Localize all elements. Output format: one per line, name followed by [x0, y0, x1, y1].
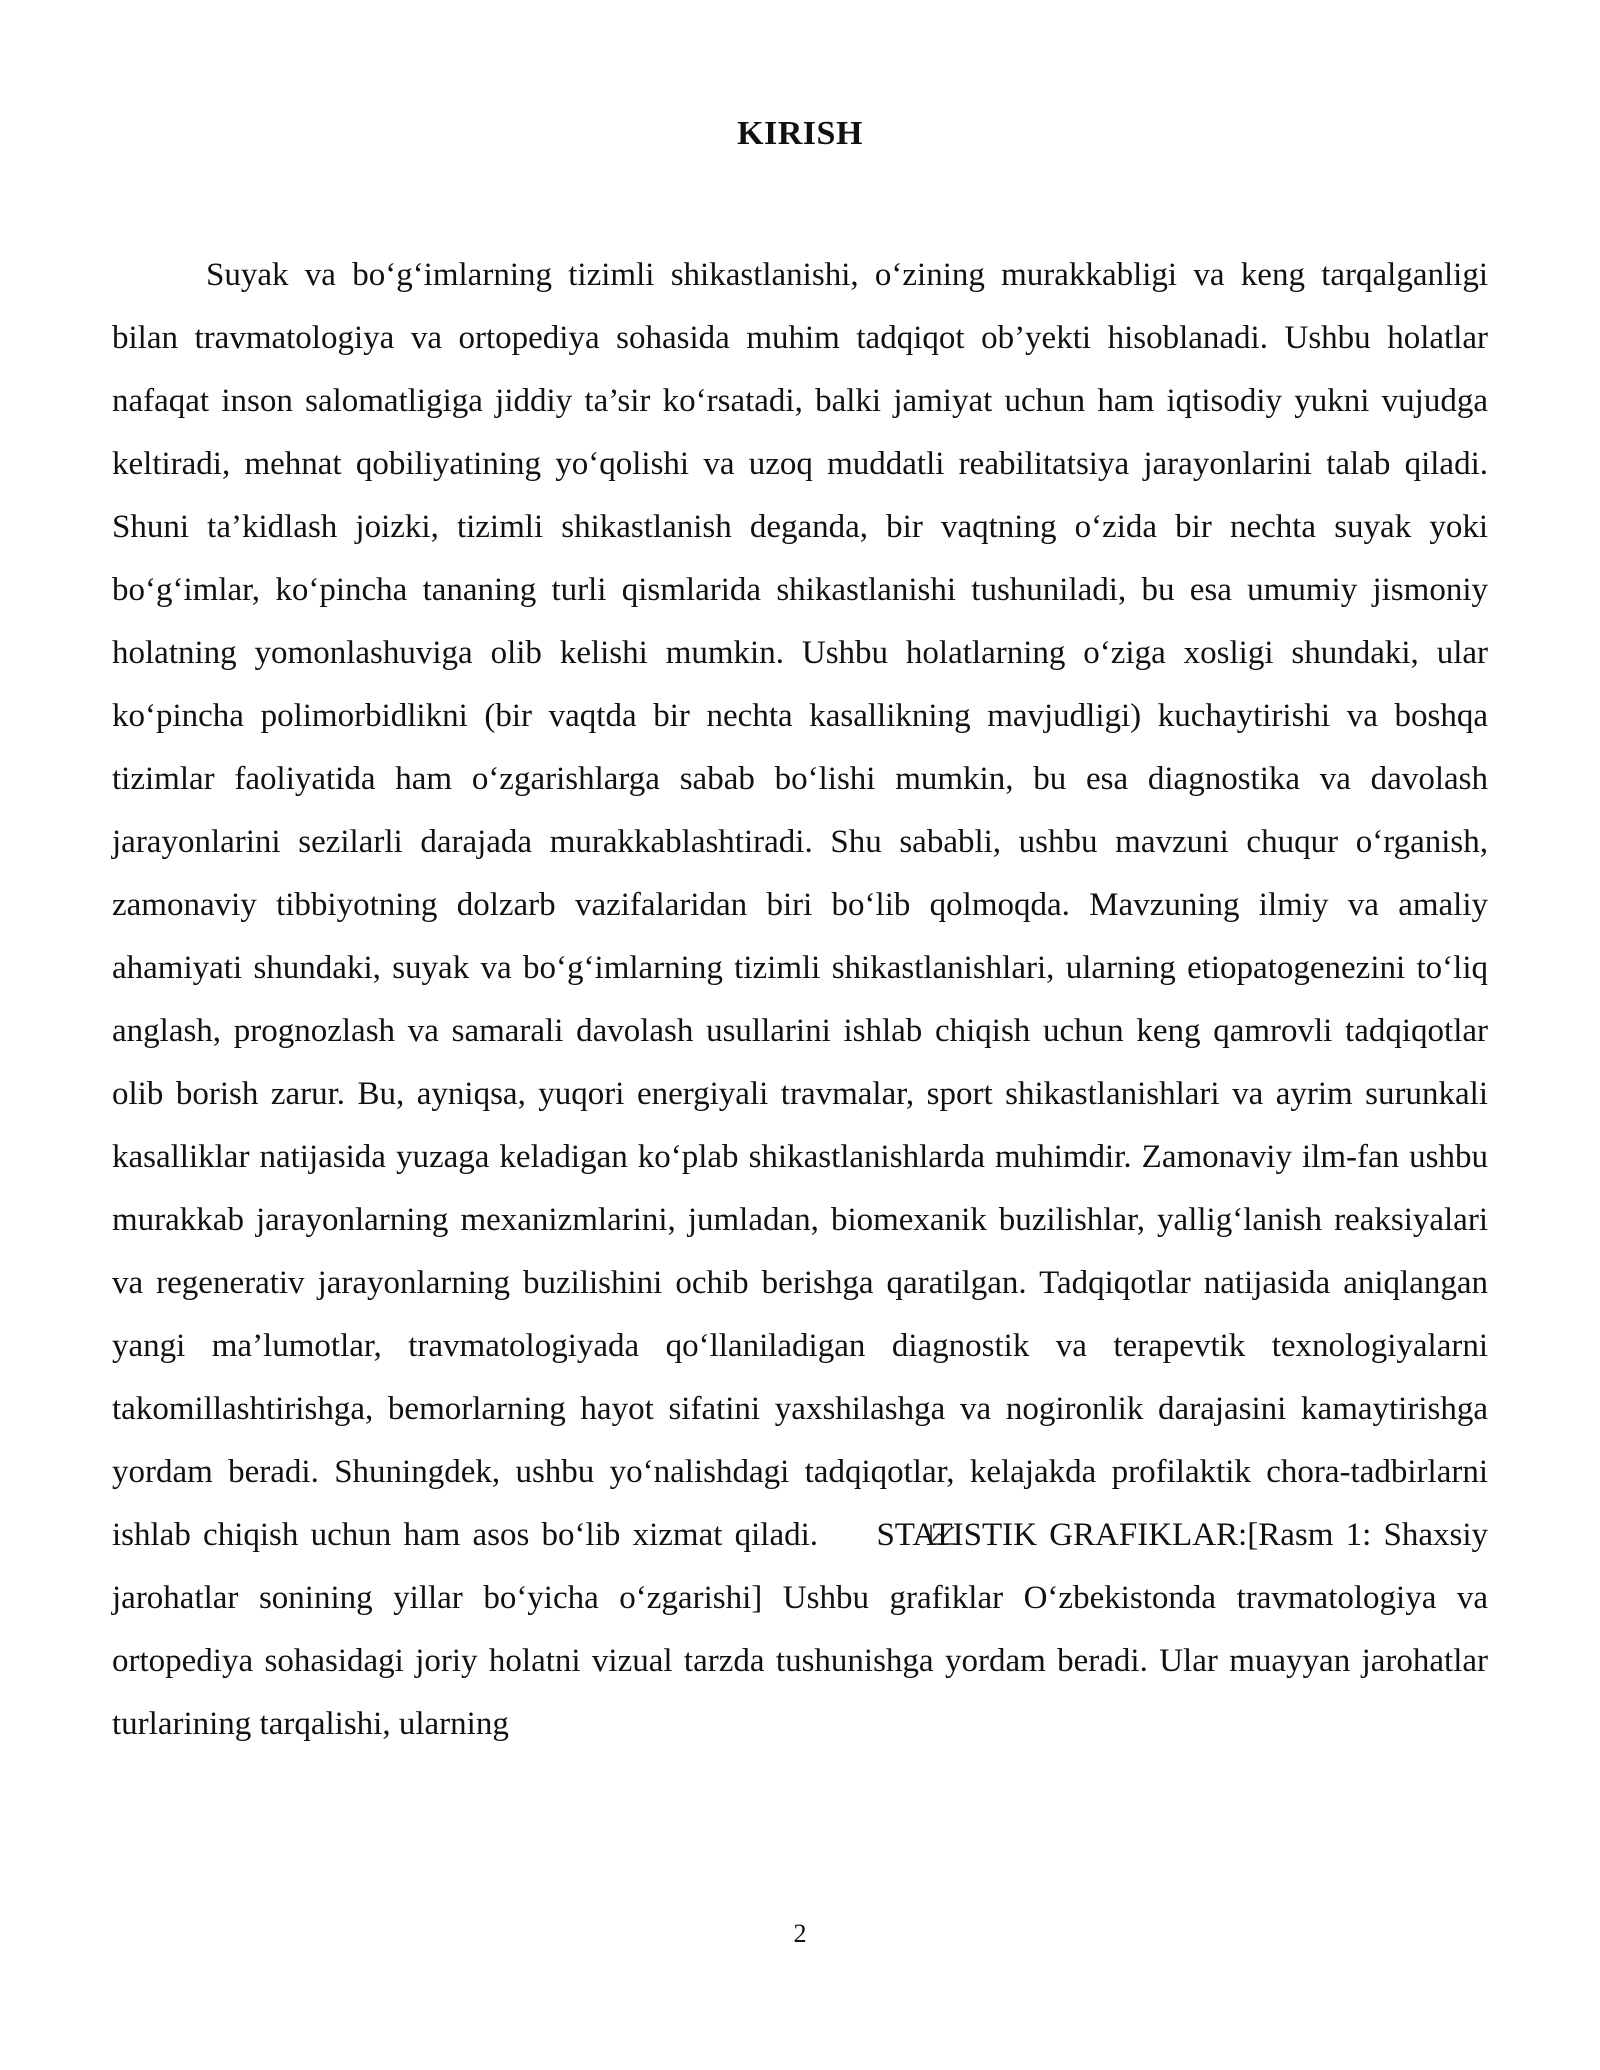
figure-caption: [Rasm 1: Shaxsiy jarohatlar sonining yillar bo‘yicha o‘zgarishi] — [112, 1517, 1488, 1616]
page-number: 2 — [793, 1919, 807, 1948]
main-paragraph-text: Suyak va bo‘g‘imlarning tizimli shikastlanishi, o‘zining murakkabligi va keng tarqalganligi bilan travmatologiya va ortopediya sohasida muhim tadqiqot ob’yekti hisoblanadi. Ushbu holatlar nafaqat inson salomatligiga jiddiy ta’sir ko‘rsatadi, balki jamiyat uchun ham iqtisodiy yukni vujudga keltiradi, mehnat qobiliyatining yo‘qolishi va uzoq muddatli reabilitatsiya jarayonlarini talab qiladi. Shuni ta’kidlash joizki, tizimli shikastlanish deganda, bir vaqtning o‘zida bir nechta suyak yoki bo‘g‘imlar, ko‘pincha tananing turli qismlarida shikastlanishi tushuniladi, bu esa umumiy jismoniy holatning yomonlashuviga olib kelishi mumkin. Ushbu holatlarning o‘ziga xosligi shundaki, ular ko‘pincha polimorbidlikni (bir vaqtda bir nechta kasallikning mavjudligi) kuchaytirishi va boshqa tizimlar faoliyatida ham o‘zgarishlarga sabab bo‘lishi mumkin, bu esa diagnostika va davolash jarayonlarini sezilarli darajada murakkablashtiradi. Shu sababli, ushbu mavzuni chuqur o‘rganish, zamonaviy tibbiyotning dolzarb vazifalaridan biri bo‘lib qolmoqda. Mavzuning ilmiy va amaliy ahamiyati shundaki, suyak va bo‘g‘imlarning tizimli shikastlanishlari, ularning etiopatogenezini to‘liq anglash, prognozlash va samarali davolash usullarini ishlab chiqish uchun keng qamrovli tadqiqotlar olib borish zarur. Bu, ayniqsa, yuqori energiyali travmalar, sport shikastlanishlari va ayrim surunkali kasalliklar natijasida yuzaga keladigan ko‘plab shikastlanishlarda muhimdir. Zamonaviy ilm-fan ushbu murakkab jarayonlarning mexanizmlarini, jumladan, biomexanik buzilishlar, yallig‘lanish reaksiyalari va regenerativ jarayonlarning buzilishini ochib berishga qaratilgan. Tadqiqotlar natijasida aniqlangan yangi ma’lumotlar, travmatologiyada qo‘llaniladigan diagnostik va terapevtik texnologiyalarni takomillashtirishga, bemorlarning hayot sifatini yaxshilashga va nogironlik darajasini kamaytirishga yordam beradi. Shuningdek, ushbu yo‘nalishdagi tadqiqotlar, kelajakda profilaktik chora-tadbirlarni ishlab chiqish uchun ham asos bo‘lib xizmat qiladi. — [112, 257, 1488, 1553]
page-title: KIRISH — [737, 115, 863, 152]
continued-paragraph-text: Ushbu grafiklar O‘zbekistonda travmatologiya va ortopediya sohasidagi joriy holatni vizual tarzda tushunishga yordam beradi. Ular muayyan jarohatlar turlarining tarqalishi, ularning — [112, 1580, 1489, 1742]
statistics-label: STATISTIK GRAFIKLAR: — [876, 1517, 1248, 1553]
body-paragraph — [112, 244, 1488, 1756]
chart-line-icon — [834, 1506, 864, 1530]
